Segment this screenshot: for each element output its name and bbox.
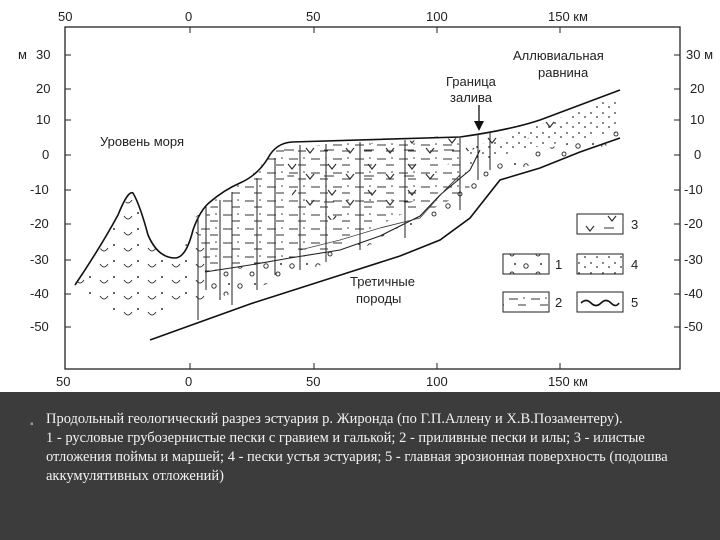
left-tick-label: -10 — [30, 182, 49, 197]
legend-swatch-3 — [577, 214, 623, 234]
legend-label-1: 1 — [555, 257, 563, 272]
bay-boundary-arrow — [474, 105, 484, 131]
caption-legend-text: 1 - русловые грубозернистые пески с гравием и галькой; 2 - приливные пески и илы; 3 - илистые отложения поймы и маршей; 4 - пески устья эстуария; 5 - главная эрозионная поверхность (подошва аккумулятивных отложений) — [46, 430, 668, 484]
legend-swatch-1 — [503, 254, 549, 274]
bottom-tick-label: 0 — [185, 374, 193, 389]
left-axis-unit: м — [18, 47, 27, 62]
bottom-tick-label: 100 — [426, 374, 448, 389]
alluvial-plain-label: Аллювиальная — [513, 48, 604, 63]
legend-label-4: 4 — [631, 257, 639, 272]
legend-label-5: 5 — [631, 295, 639, 310]
top-tick-label: 50 — [306, 9, 321, 24]
right-tick-label: -20 — [684, 216, 703, 231]
bay-boundary-label: Граница — [446, 74, 496, 89]
bullet-icon: ▪ — [30, 419, 34, 430]
tertiary-rocks-label: породы — [356, 291, 402, 306]
left-tick-label: -40 — [30, 286, 49, 301]
legend-label-3: 3 — [631, 217, 639, 232]
top-tick-label: 50 — [58, 9, 73, 24]
bottom-tick-label: 50 — [56, 374, 71, 389]
legend-swatch-4 — [577, 254, 623, 274]
left-tick-label: 10 — [36, 112, 51, 127]
left-tick-label: -50 — [30, 319, 49, 334]
top-tick-label: 0 — [185, 9, 193, 24]
legend-label-2: 2 — [555, 295, 563, 310]
bay-boundary-label: залива — [450, 90, 493, 105]
right-tick-label: -40 — [684, 286, 703, 301]
sea-level-label: Уровень моря — [100, 134, 184, 149]
right-tick-label: -30 — [684, 252, 703, 267]
legend-swatch-5 — [577, 292, 623, 312]
right-tick-label: 20 — [690, 81, 705, 96]
left-tick-label: -20 — [30, 216, 49, 231]
figure-caption — [0, 392, 720, 540]
right-tick-label: 10 — [690, 112, 705, 127]
right-tick-label: -10 — [684, 182, 703, 197]
legend-swatch-2 — [503, 292, 549, 312]
top-tick-label: 150 км — [548, 9, 588, 24]
alluvial-plain-label: равнина — [538, 65, 589, 80]
top-axis — [65, 27, 560, 33]
bottom-tick-label: 50 — [306, 374, 321, 389]
legend — [503, 214, 623, 312]
left-tick-label: 0 — [42, 147, 50, 162]
tertiary-rocks-label: Третичные — [350, 274, 415, 289]
right-tick-label: -50 — [684, 319, 703, 334]
left-tick-label: -30 — [30, 252, 49, 267]
top-tick-label: 100 — [426, 9, 448, 24]
caption-title: Продольный геологический разрез эстуария р. Жиронда (по Г.П.Аллену и Х.В.Позаментеру). — [46, 411, 623, 427]
right-tick-label: 30 м — [686, 47, 714, 62]
right-tick-label: 0 — [694, 147, 702, 162]
left-tick-label: 30 — [36, 47, 51, 62]
bottom-axis — [65, 363, 560, 369]
bottom-tick-label: 150 км — [548, 374, 588, 389]
left-tick-label: 20 — [36, 81, 51, 96]
right-axis — [674, 55, 680, 327]
left-axis — [65, 55, 71, 327]
